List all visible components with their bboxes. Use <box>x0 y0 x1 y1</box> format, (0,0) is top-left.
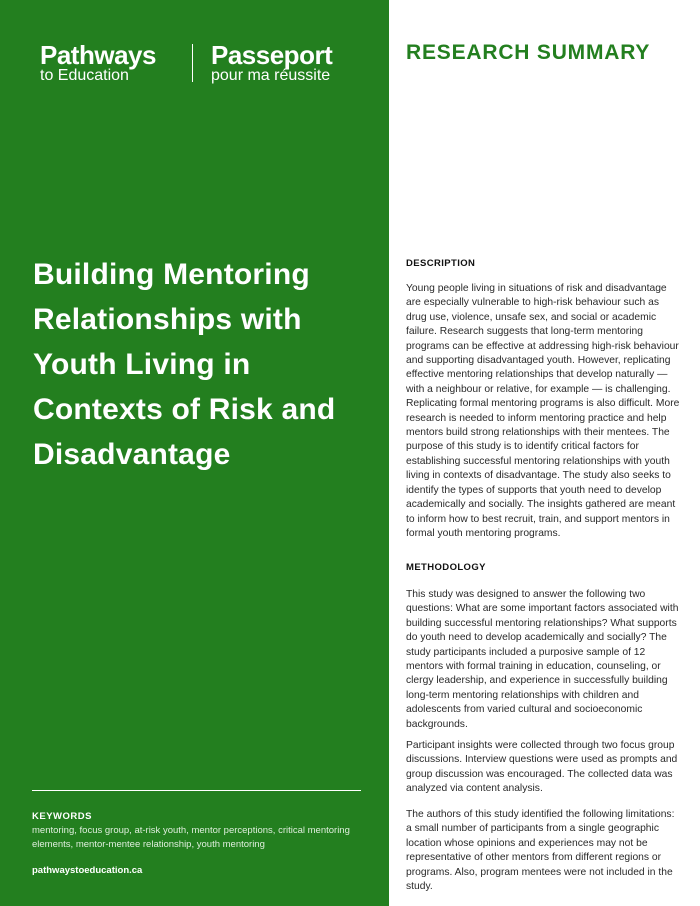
passeport-logo-subtitle: pour ma réussite <box>211 67 331 84</box>
logo-divider <box>192 44 193 82</box>
methodology-paragraph-2: Participant insights were collected through two focus group discussions. Interview questions were used as prompts and group discussion was encouraged. The collected data was analyzed via content analysis. <box>406 740 678 795</box>
document-title: Building Mentoring Relationships with Youth Living in Contexts of Risk and Disadvantage <box>33 258 336 471</box>
methodology-heading: METHODOLOGY <box>406 562 486 573</box>
pathways-logo-subtitle: to Education <box>40 67 129 84</box>
website-link[interactable]: pathwaystoeducation.ca <box>32 865 143 876</box>
methodology-paragraph-1: This study was designed to answer the following two questions: What are some important factors associated with building successful mentoring relationships? What supports do youth need to develop academically and socially? The study participants included a purposive sample of 12 mentors with formal training in education, counseling, or clergy leadership, and experience in successfully building long-term mentoring relationships with children and adolescents from varied cultural and socioeconomic backgrounds. <box>406 589 679 730</box>
pathways-logo: Pathways <box>40 40 156 70</box>
divider-line <box>32 790 361 791</box>
description-heading: DESCRIPTION <box>406 258 476 269</box>
passeport-logo: Passeport <box>211 40 333 70</box>
methodology-paragraph-3: The authors of this study identified the following limitations: a small number of participants from a single geographic location whose opinions and experiences may not be representative of other mentors from different regions or programs. Also, program mentees were not included in the study. <box>406 809 675 893</box>
description-text: Young people living in situations of risk and disadvantage are especially vulnerable to high-risk behaviour such as drug use, violence, unsafe sex, and social or academic failure. Research suggests that long-term mentoring programs can be effective at addressing high-risk behaviour and supporting disadvantaged youth. However, replicating effective mentoring relationships that develop naturally — with a neighbour or relative, for example — is challenging. Replicating formal mentoring programs is also difficult. More research is needed to inform mentoring practice and help mentors build strong relationships with their mentees. The purpose of this study is to identify critical factors for establishing successful mentoring relationships with youth living in contexts of disadvantage. The study also seeks to identify the types of supports that youth need to develop academically and socially. The insights gathered are meant to inform how to best recruit, train, and support mentors in formal youth mentoring programs. <box>406 283 680 539</box>
keywords-text: mentoring, focus group, at-risk youth, mentor perceptions, critical mentoring elements, mentor-mentee relationship, youth mentoring <box>32 825 350 850</box>
research-summary-heading: RESEARCH SUMMARY <box>406 41 651 64</box>
keywords-heading: KEYWORDS <box>32 811 92 822</box>
